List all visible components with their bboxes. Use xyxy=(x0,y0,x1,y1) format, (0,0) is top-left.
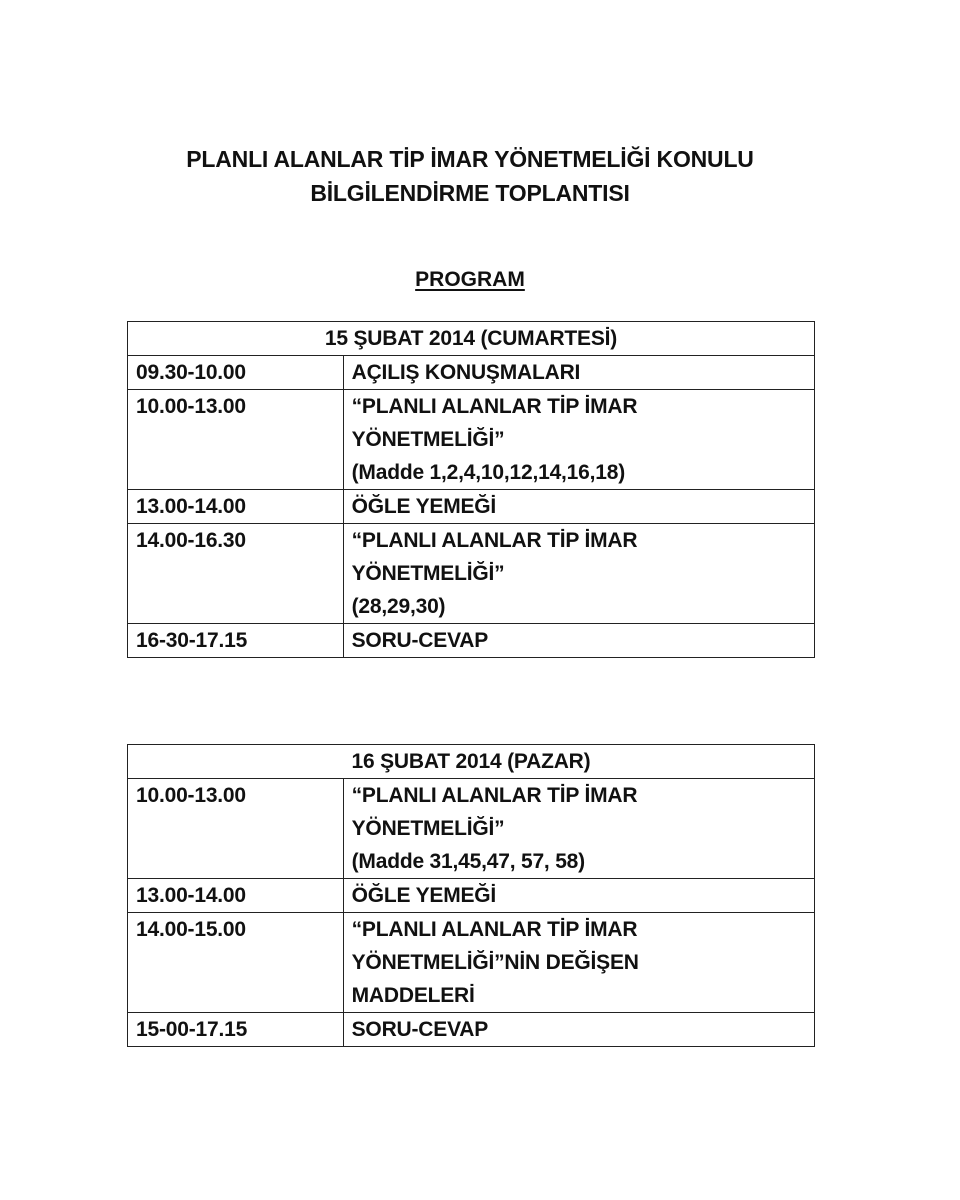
activity-cell xyxy=(343,356,814,390)
activity-line: SORU-CEVAP xyxy=(351,629,489,652)
time-cell: 15-00-17.15 xyxy=(128,1013,344,1047)
activity-line: YÖNETMELİĞİ” xyxy=(351,562,505,585)
activity-cell xyxy=(343,624,814,658)
table-row xyxy=(128,913,815,1013)
activity-line: MADDELERİ xyxy=(351,984,475,1007)
activity-cell xyxy=(343,390,814,490)
time-cell: 14.00-16.30 xyxy=(128,524,344,624)
activity-line: (28,29,30) xyxy=(351,595,446,618)
activity-cell xyxy=(343,490,814,524)
program-heading: PROGRAM xyxy=(415,268,525,291)
activity-line: AÇILIŞ KONUŞMALARI xyxy=(351,361,581,384)
table-row xyxy=(128,390,815,490)
activity-cell xyxy=(343,879,814,913)
schedule-table-day-2 xyxy=(127,744,815,1047)
time-cell: 13.00-14.00 xyxy=(128,879,344,913)
activity-line: ÖĞLE YEMEĞİ xyxy=(351,884,497,907)
document-title xyxy=(0,142,940,210)
title-line-2: BİLGİLENDİRME TOPLANTISI xyxy=(310,180,630,206)
table-row xyxy=(128,524,815,624)
day-header: 16 ŞUBAT 2014 (PAZAR) xyxy=(128,745,815,779)
day-header-row xyxy=(128,322,815,356)
activity-line: “PLANLI ALANLAR TİP İMAR xyxy=(351,784,638,807)
activity-line: YÖNETMELİĞİ”NİN DEĞİŞEN xyxy=(351,951,639,974)
time-cell: 10.00-13.00 xyxy=(128,390,344,490)
day-header-row xyxy=(128,745,815,779)
activity-cell xyxy=(343,779,814,879)
table-row xyxy=(128,879,815,913)
table-row xyxy=(128,1013,815,1047)
activity-line: YÖNETMELİĞİ” xyxy=(351,428,505,451)
activity-line: (Madde 1,2,4,10,12,14,16,18) xyxy=(351,461,626,484)
activity-line: “PLANLI ALANLAR TİP İMAR xyxy=(351,395,638,418)
activity-line: YÖNETMELİĞİ” xyxy=(351,817,505,840)
time-cell: 16-30-17.15 xyxy=(128,624,344,658)
day-header: 15 ŞUBAT 2014 (CUMARTESİ) xyxy=(128,322,815,356)
table-row xyxy=(128,779,815,879)
activity-cell xyxy=(343,524,814,624)
table-row xyxy=(128,356,815,390)
activity-cell xyxy=(343,913,814,1013)
time-cell: 09.30-10.00 xyxy=(128,356,344,390)
table-row xyxy=(128,624,815,658)
activity-line: ÖĞLE YEMEĞİ xyxy=(351,495,497,518)
activity-cell xyxy=(343,1013,814,1047)
time-cell: 13.00-14.00 xyxy=(128,490,344,524)
activity-line: SORU-CEVAP xyxy=(351,1018,489,1041)
activity-line: (Madde 31,45,47, 57, 58) xyxy=(351,850,585,873)
time-cell: 10.00-13.00 xyxy=(128,779,344,879)
schedule-table-day-1 xyxy=(127,321,815,658)
time-cell: 14.00-15.00 xyxy=(128,913,344,1013)
activity-line: “PLANLI ALANLAR TİP İMAR xyxy=(351,529,638,552)
title-line-1: PLANLI ALANLAR TİP İMAR YÖNETMELİĞİ KONULU xyxy=(186,146,754,172)
table-row xyxy=(128,490,815,524)
activity-line: “PLANLI ALANLAR TİP İMAR xyxy=(351,918,638,941)
